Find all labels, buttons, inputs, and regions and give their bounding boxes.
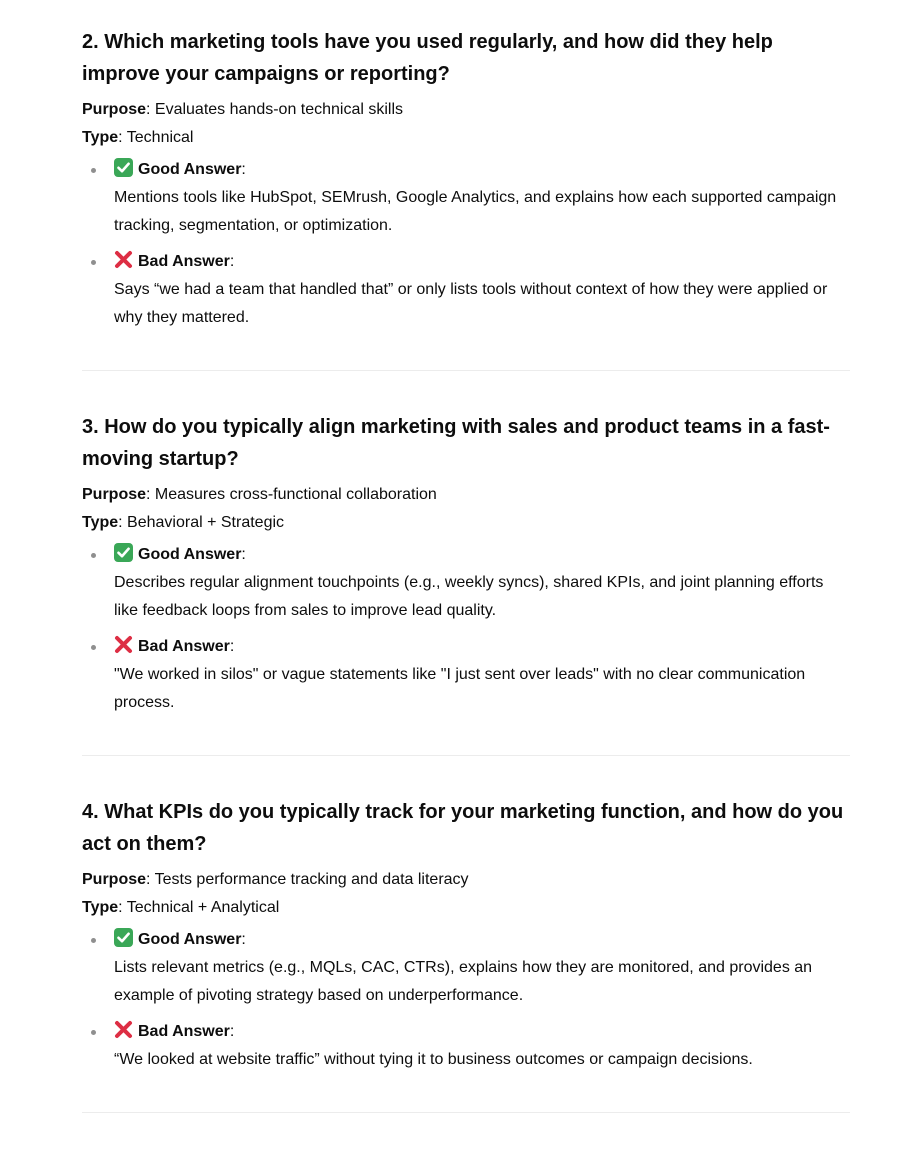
good-answer-item <box>82 541 850 625</box>
type-line: Type: Technical + Analytical <box>82 899 280 916</box>
cross-mark-icon <box>114 1020 133 1039</box>
section-divider <box>82 755 850 756</box>
check-mark-button-icon <box>114 158 133 177</box>
type-label: Type <box>82 514 119 531</box>
good-answer-label: Good Answer <box>138 931 242 948</box>
bad-answer-heading: Bad Answer: <box>114 633 850 661</box>
question-title: 2. Which marketing tools have you used regularly, and how did they help improve your campaigns or reporting? <box>82 31 773 85</box>
bad-answer-text: "We worked in silos" or vague statements like "I just sent over leads" with no clear communication process. <box>114 666 806 711</box>
good-answer-heading: Good Answer: <box>114 541 850 569</box>
type-label: Type <box>82 899 119 916</box>
answer-list <box>82 926 850 1074</box>
purpose-line: Purpose: Evaluates hands-on technical skills <box>82 101 404 118</box>
bad-answer-item <box>82 248 850 332</box>
good-answer-item <box>82 156 850 240</box>
purpose-label: Purpose <box>82 101 147 118</box>
document-content <box>82 0 850 1113</box>
bad-answer-heading: Bad Answer: <box>114 1018 850 1046</box>
question-block <box>82 411 850 717</box>
purpose-value: Evaluates hands-on technical skills <box>154 101 404 118</box>
question-title: 3. How do you typically align marketing with sales and product teams in a fast-moving startup? <box>82 416 830 470</box>
cross-mark-icon <box>114 635 133 654</box>
section-divider <box>82 1112 850 1113</box>
purpose-value: Tests performance tracking and data literacy <box>154 871 469 888</box>
section-divider <box>82 370 850 371</box>
purpose-line: Purpose: Measures cross-functional collaboration <box>82 486 437 503</box>
check-mark-button-icon <box>114 543 133 562</box>
purpose-label: Purpose <box>82 871 147 888</box>
type-label: Type <box>82 129 119 146</box>
type-value: Behavioral + Strategic <box>127 514 285 531</box>
good-answer-label: Good Answer <box>138 161 242 178</box>
good-answer-heading: Good Answer: <box>114 926 850 954</box>
good-answer-text: Lists relevant metrics (e.g., MQLs, CAC, CTRs), explains how they are monitored, and provides an example of pivoting strategy based on underperformance. <box>114 959 813 1004</box>
type-value: Technical + Analytical <box>126 899 280 916</box>
purpose-label: Purpose <box>82 486 147 503</box>
bad-answer-item <box>82 1018 850 1074</box>
question-block <box>82 26 850 332</box>
bad-answer-label: Bad Answer <box>138 638 230 655</box>
type-line: Type: Behavioral + Strategic <box>82 514 285 531</box>
answer-list <box>82 541 850 717</box>
type-line: Type: Technical <box>82 129 194 146</box>
good-answer-text: Mentions tools like HubSpot, SEMrush, Google Analytics, and explains how each supported campaign tracking, segmentation, or optimization. <box>114 189 837 234</box>
bad-answer-heading: Bad Answer: <box>114 248 850 276</box>
good-answer-label: Good Answer <box>138 546 242 563</box>
question-block <box>82 796 850 1074</box>
bad-answer-label: Bad Answer <box>138 253 230 270</box>
question-title: 4. What KPIs do you typically track for your marketing function, and how do you act on them? <box>82 801 844 855</box>
purpose-value: Measures cross-functional collaboration <box>154 486 437 503</box>
bad-answer-text: “We looked at website traffic” without tying it to business outcomes or campaign decisions. <box>114 1051 753 1068</box>
good-answer-item <box>82 926 850 1010</box>
good-answer-text: Describes regular alignment touchpoints (e.g., weekly syncs), shared KPIs, and joint planning efforts like feedback loops from sales to improve lead quality. <box>114 574 824 619</box>
type-value: Technical <box>126 129 194 146</box>
good-answer-heading: Good Answer: <box>114 156 850 184</box>
check-mark-button-icon <box>114 928 133 947</box>
bad-answer-text: Says “we had a team that handled that” or only lists tools without context of how they were applied or why they mattered. <box>114 281 828 326</box>
answer-list <box>82 156 850 332</box>
bad-answer-label: Bad Answer <box>138 1023 230 1040</box>
cross-mark-icon <box>114 250 133 269</box>
purpose-line: Purpose: Tests performance tracking and data literacy <box>82 871 469 888</box>
bad-answer-item <box>82 633 850 717</box>
